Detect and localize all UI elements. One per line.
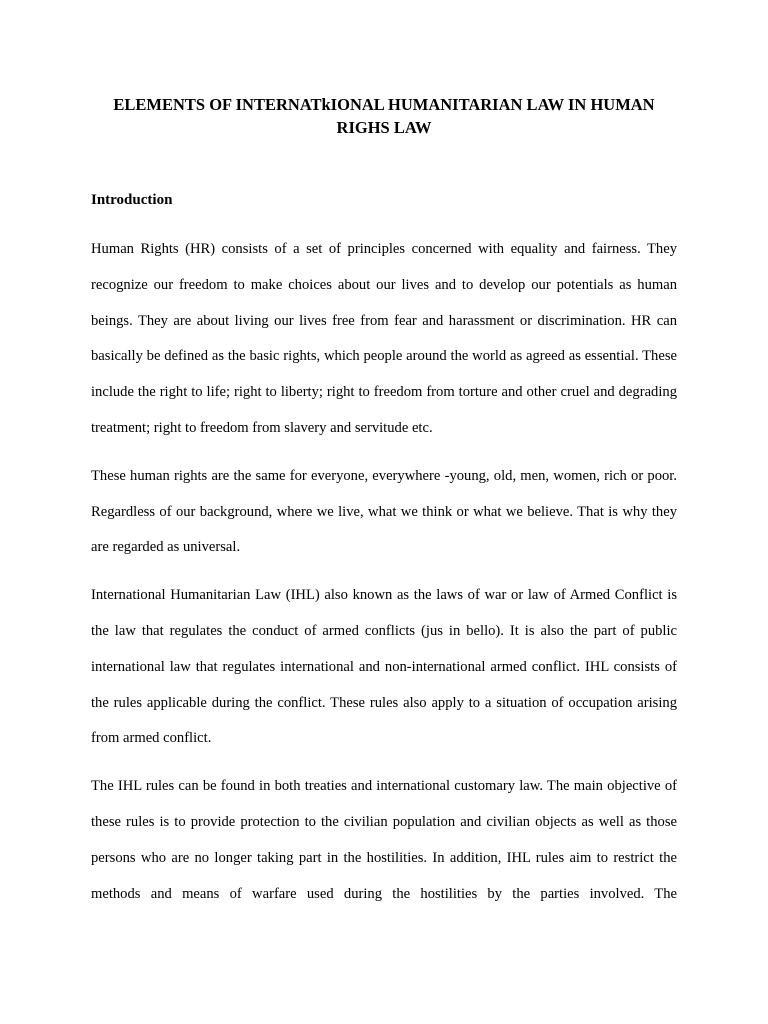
paragraph: These human rights are the same for everyone, everywhere -young, old, men, women, rich or poor. Regardless of our background, where we live, what we think or what we believe. That is why they are regarded as universal. xyxy=(91,467,677,556)
paragraph: The IHL rules can be found in both treaties and international customary law. The main objective of these rules is to provide protection to the civilian population and civilian objects as well as those persons who are no longer taking part in the hostilities. In addition, IHL rules aim to restrict the methods and means of warfare used during the hostilities by the parties involved. The xyxy=(91,778,677,902)
document-body xyxy=(91,232,677,924)
document-title: ELEMENTS OF INTERNATkIONAL HUMANITARIAN LAW IN HUMAN RIGHS LAW xyxy=(113,95,655,137)
section-heading: Introduction xyxy=(91,192,173,208)
paragraph: International Humanitarian Law (IHL) also known as the laws of war or law of Armed Conflict is the law that regulates the conduct of armed conflicts (jus in bello). It is also the part of public international law that regulates international and non-international armed conflict. IHL consists of the rules applicable during the conflict. These rules also apply to a situation of occupation arising from armed conflict. xyxy=(91,587,677,747)
paragraph: Human Rights (HR) consists of a set of principles concerned with equality and fairness. They recognize our freedom to make choices about our lives and to develop our potentials as human beings. They are about living our lives free from fear and harassment or discrimination. HR can basically be defined as the basic rights, which people around the world as agreed as essential. These include the right to life; right to liberty; right to freedom from torture and other cruel and degrading treatment; right to freedom from slavery and servitude etc. xyxy=(91,241,677,436)
